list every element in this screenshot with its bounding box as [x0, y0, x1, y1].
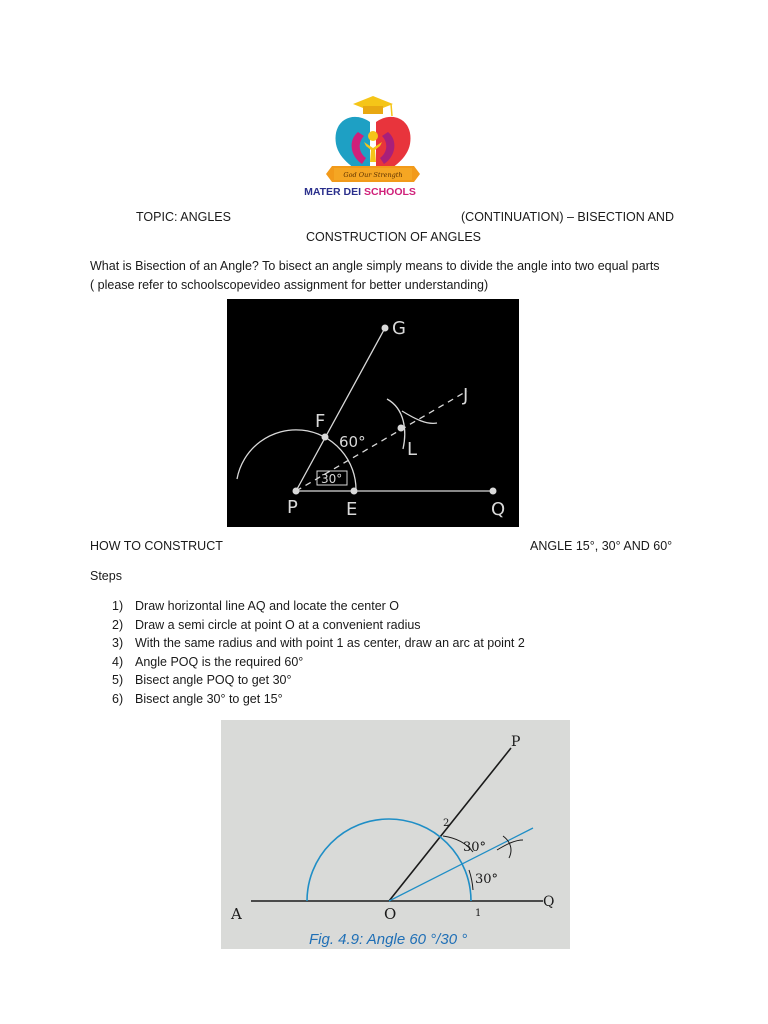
school-name: [290, 186, 430, 198]
bisector-30: [389, 828, 533, 901]
list-item: 2) Draw a semi circle at point O at a convenient radius: [112, 617, 421, 632]
topic-continuation: (CONTINUATION) – BISECTION AND: [461, 210, 674, 224]
label-o: O: [384, 905, 397, 923]
topic-continuation-line2: CONSTRUCTION OF ANGLES: [306, 230, 482, 244]
angle-30-bottom: 30°: [475, 872, 499, 887]
label-l: L: [407, 439, 418, 460]
label-e: E: [346, 499, 358, 520]
label-p: P: [287, 497, 298, 518]
list-item: 6) Bisect angle 30° to get 15°: [112, 691, 283, 706]
angle-30-label: 30°: [321, 472, 343, 486]
bisection-figure: [227, 299, 519, 527]
list-item: 3) With the same radius and with point 1 as center, draw an arc at point 2: [112, 636, 525, 651]
brand-name-part2: SCHOOLS: [363, 186, 416, 198]
construction-figure-60-30: [221, 720, 570, 949]
label-g: G: [392, 318, 406, 339]
steps-title: Steps: [90, 569, 122, 583]
steps-list: [90, 597, 525, 709]
label-q: Q: [543, 894, 555, 910]
label-f: F: [315, 411, 326, 432]
topic-title: TOPIC: ANGLES: [136, 210, 231, 224]
figure-caption: Fig. 4.9: Angle 60 °/30 °: [309, 931, 468, 948]
label-2: 2: [443, 818, 450, 829]
list-item: 4) Angle POQ is the required 60°: [112, 654, 304, 669]
construct-heading-left: HOW TO CONSTRUCT: [90, 539, 223, 553]
ribbon-text: God Our Strength: [343, 171, 403, 179]
label-a: A: [231, 905, 242, 923]
brand-name-part1: MATER DEI: [304, 186, 362, 198]
intro-question: What is Bisection of an Angle? To bisect an angle simply means to divide the angle into two equal parts: [90, 259, 660, 273]
intro-note: ( please refer to schoolscopevideo assignment for better understanding): [90, 278, 489, 292]
construct-heading-right: ANGLE 15°, 30° AND 60°: [530, 539, 673, 553]
list-item: 1) Draw horizontal line AQ and locate the center O: [112, 599, 400, 613]
label-j: J: [463, 385, 469, 406]
label-q: Q: [491, 499, 506, 520]
ray-pg: [296, 328, 385, 491]
label-p: P: [511, 734, 521, 750]
label-1: 1: [475, 908, 482, 919]
angle-30-top: 30°: [463, 840, 487, 855]
angle-60-label: 60°: [339, 433, 366, 451]
graduation-cap-icon: [353, 96, 393, 116]
semicircle-arc: [307, 819, 471, 901]
list-item: 5) Bisect angle POQ to get 30°: [112, 673, 292, 688]
